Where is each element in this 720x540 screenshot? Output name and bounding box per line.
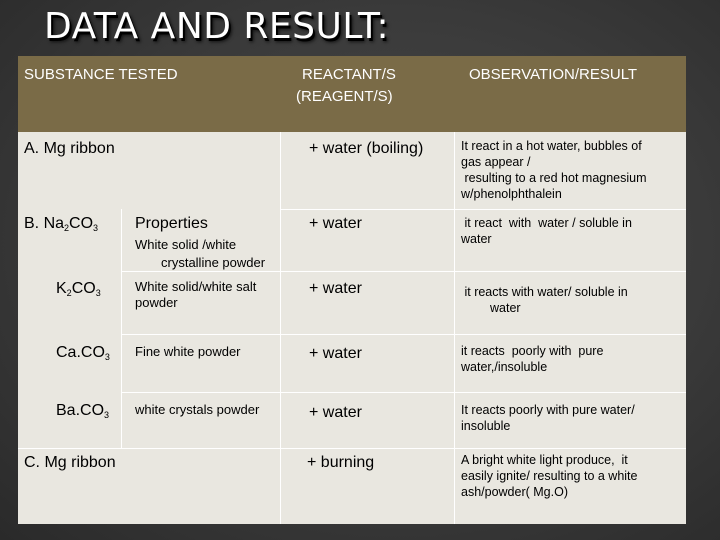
observation-cell: It reacts poorly with pure water/ insoluble: [461, 403, 635, 433]
properties-cell: white crystals powder: [135, 402, 260, 417]
substance-sodium-carbonate: B. Na2CO3: [24, 215, 99, 233]
header-observation: OBSERVATION/RESULT: [469, 66, 638, 83]
observation-cell: it react with water / soluble in water: [461, 216, 632, 246]
column-divider: [454, 132, 455, 524]
reactant-cell: + water: [309, 345, 362, 362]
substance-mg-ribbon: A. Mg ribbon: [24, 140, 115, 157]
header-reactant-line2: (REAGENT/S): [296, 88, 393, 105]
row-divider: [18, 448, 686, 449]
reactant-cell: + water: [309, 215, 362, 232]
reactant-cell: + water: [309, 404, 362, 421]
header-substance: SUBSTANCE TESTED: [24, 66, 178, 83]
row-divider: [280, 209, 686, 210]
substance-mg-ribbon-burning: C. Mg ribbon: [24, 454, 116, 471]
reactant-cell: + water: [309, 280, 362, 297]
observation-cell: it reacts poorly with pure water,/insoluble: [461, 344, 604, 374]
properties-cell: White solid/white salt powder: [135, 279, 257, 310]
properties-heading: Properties: [135, 215, 208, 232]
observation-cell: It react in a hot water, bubbles of gas appear / resulting to a red hot magnesium w/phenolphthalein: [461, 139, 647, 201]
row-divider: [121, 334, 686, 335]
properties-cell: White solid /white crystalline powder: [135, 237, 266, 270]
observation-cell: it reacts with water/ soluble in water: [461, 285, 628, 315]
substance-potassium-carbonate: K2CO3: [56, 280, 101, 298]
substance-calcium-carbonate: Ca.CO3: [56, 344, 110, 362]
substance-barium-carbonate: Ba.CO3: [56, 402, 110, 420]
results-table: [18, 56, 686, 524]
column-divider: [280, 132, 281, 524]
page-title: DATA AND RESULT:: [44, 6, 390, 47]
observation-cell: A bright white light produce, it easily ignite/ resulting to a white ash/powder( Mg.O): [461, 453, 638, 499]
reactant-cell: + burning: [307, 454, 375, 471]
properties-cell: Fine white powder: [135, 344, 241, 359]
header-reactant-line1: REACTANT/S: [302, 66, 396, 83]
column-divider: [121, 209, 122, 448]
row-divider: [121, 392, 686, 393]
reactant-cell: + water (boiling): [309, 140, 424, 157]
